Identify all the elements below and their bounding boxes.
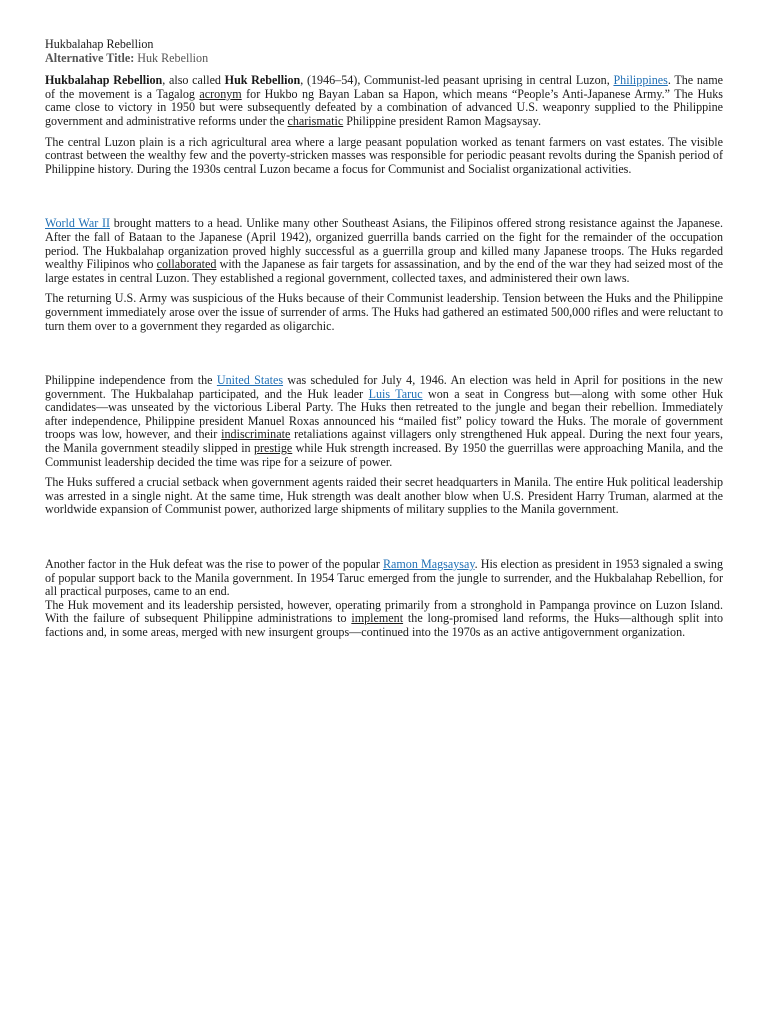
link-world-war-ii[interactable]: World War II — [45, 216, 111, 231]
document-page — [45, 38, 723, 647]
text-run: , (1946–54), Communist-led peasant uprising in central Luzon, — [300, 73, 614, 88]
term-acronym[interactable]: acronym — [199, 86, 242, 101]
paragraph-intro — [45, 74, 723, 128]
paragraph-independence — [45, 374, 723, 469]
text-run: brought matters to a head. Unlike many other Southeast Asians, the Filipinos offered strong resistance against the Japanese. After the fall of Bataan to the Japanese (April 1942), organized guerrilla bands carried on the fight for the remainder of the occupation period. The Hukbalahap organization proved highly successful as a guerrilla group and killed many Japanese troops. The Huks regarded wealthy Filipinos who — [45, 216, 723, 272]
text-run: the long-promised land reforms, the Huks—although split into factions and, in some areas, merged with new insurgent groups—continued into the 1970s as an active antigovernment organization. — [45, 611, 724, 639]
section-gap — [45, 340, 723, 374]
section-gap — [45, 183, 723, 217]
bold-term: Huk Rebellion — [224, 73, 301, 88]
text-run: while Huk strength increased. By 1950 the guerrillas were approaching Manila, and the Communist leadership decided the time was ripe for a seizure of power. — [45, 441, 723, 469]
text-run: Philippine independence from the — [45, 373, 217, 388]
term-collaborated[interactable]: collaborated — [156, 257, 217, 272]
text-run: . His election as president in 1953 signaled a swing of popular support back to the Manila government. In 1954 Taruc emerged from the jungle to surrender, and the Hukbalahap Rebellion, for all practical purposes, came to an end. — [45, 557, 723, 599]
alternative-title-label: Alternative Title: — [45, 50, 135, 65]
paragraph-magsaysay — [45, 558, 723, 599]
text-run: Philippine president Ramon Magsaysay. — [343, 113, 541, 128]
term-implement[interactable]: implement — [351, 611, 404, 626]
paragraph-setback: The Huks suffered a crucial setback when government agents raided their secret headquarters in Manila. The entire Huk political leadership was arrested in a single night. At the same time, Huk strength was dealt another blow when U.S. President Harry Truman, alarmed at the worldwide expansion of Communist power, authorized large shipments of military supplies to the Manila government. — [45, 475, 723, 517]
text-run: , also called — [162, 73, 225, 88]
paragraph-central-luzon: The central Luzon plain is a rich agricultural area where a large peasant population worked as tenant farmers on vast estates. The visible contrast between the wealthy few and the poverty-stricken masses was responsible for periodic peasant revolts during the Spanish period of Philippine history. During the 1930s central Luzon became a focus for Communist and Socialist organizational activities. — [45, 134, 723, 176]
paragraph-world-war — [45, 217, 723, 285]
section-gap — [45, 524, 723, 558]
alternative-title — [45, 52, 723, 66]
paragraph-persistence — [45, 599, 723, 640]
term-charismatic[interactable]: charismatic — [287, 113, 344, 128]
term-prestige[interactable]: prestige — [253, 441, 293, 456]
link-united-states[interactable]: United States — [216, 373, 284, 388]
text-run: retaliations against villagers only strengthened Huk appeal. During the next four years, the Manila government steadily slipped in — [45, 427, 723, 456]
text-run: The Huk movement and its leadership persisted, however, operating primarily from a stronghold in Pampanga province on Luzon Island. With the failure of subsequent Philippine administrations to — [45, 597, 723, 626]
document-title: Hukbalahap Rebellion — [45, 37, 154, 51]
link-luis-taruc[interactable]: Luis Taruc — [368, 386, 423, 401]
bold-term: Hukbalahap Rebellion — [45, 73, 163, 88]
text-run: was scheduled for July 4, 1946. An election was held in April for positions in the new government. The Hukbalahap participated, and the Huk leader — [45, 373, 723, 401]
text-run: won a seat in Congress but—along with some other Huk candidates—was unseated by the victorious Liberal Party. The Huks then retreated to the jungle and began their rebellion. Immediately after independence, Philippine president Manuel Roxas announced his “mailed fist” policy toward the Huks. The morale of government troops was low, however, and their — [45, 386, 723, 442]
text-run: . The name of the movement is a Tagalog — [45, 73, 724, 101]
term-indiscriminate[interactable]: indiscriminate — [221, 427, 291, 442]
text-run: Another factor in the Huk defeat was the rise to power of the popular — [45, 557, 383, 572]
link-ramon-magsaysay[interactable]: Ramon Magsaysay — [382, 557, 475, 572]
text-run: with the Japanese as fair targets for assassination, and by the end of the war they had seized most of the large estates in central Luzon. They established a regional government, collected taxes, and administered their own laws. — [45, 257, 723, 285]
link-philippines[interactable]: Philippines — [613, 73, 668, 88]
text-run: for Hukbo ng Bayan Laban sa Hapon, which means “People’s Anti-Japanese Army.” The Huks came close to victory in 1950 but were subsequently defeated by a combination of advanced U.S. weaponry supplied to the Philippine government and administrative reforms under the — [45, 86, 723, 128]
alternative-title-value: Huk Rebellion — [137, 50, 209, 65]
paragraph-us-army: The returning U.S. Army was suspicious of the Huks because of their Communist leadership. Tension between the Huks and the Philippine government immediately arose over the issue of surrender of arms. The Huks had gathered an estimated 500,000 rifles and were reluctant to turn them over to a government they regarded as oligarchic. — [45, 291, 723, 333]
